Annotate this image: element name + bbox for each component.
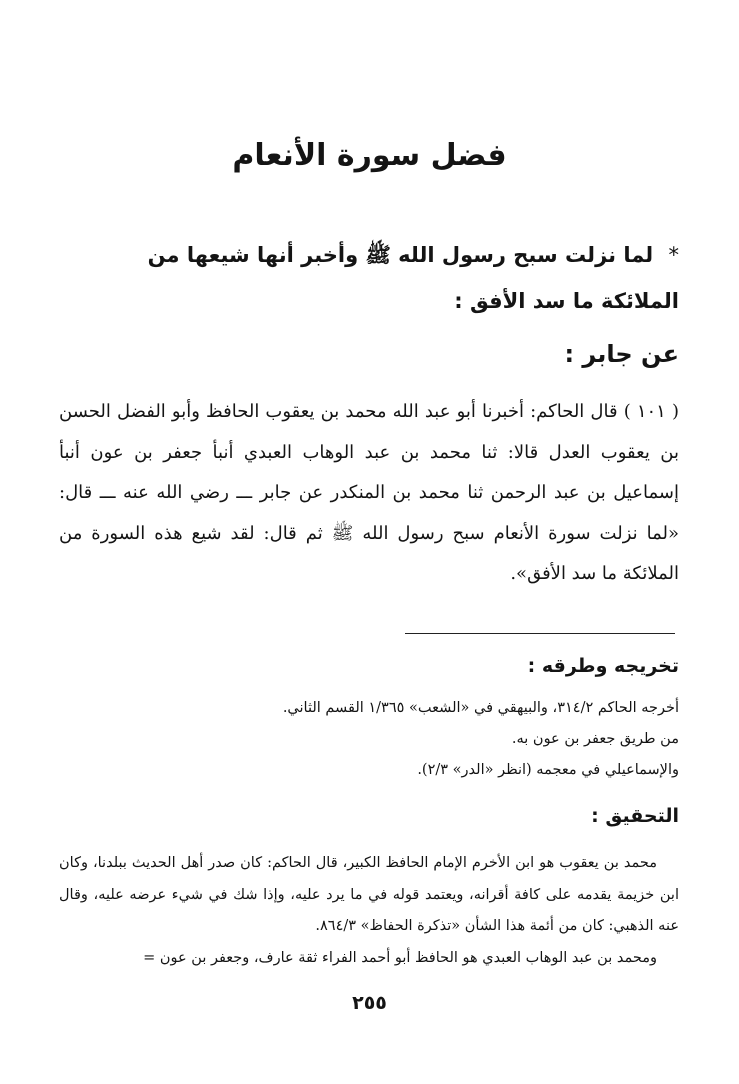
tahqiq-title: التحقيق :: [591, 805, 679, 827]
section-heading: [74, 232, 679, 324]
star-marker: *: [668, 243, 679, 267]
takhrij-title: تخريجه وطرقه :: [527, 655, 679, 677]
tahqiq-paragraph-1: محمد بن يعقوب هو ابن الأخرم الإمام الحافظ الكبير، قال الحاكم: كان صدر أهل الحديث ببلدنا، وكان ابن خزيمة يقدمه على كافة أقرانه، ويعتمد قوله في ما يرد عليه، وإذا شك في شيء عرضه عليه، وقال عنه الذهبي: كان من أئمة هذا الشأن «تذكرة الحفاظ» ٨٦٤/٣.: [59, 855, 679, 934]
takhrij-line-1: أخرجه الحاكم ٣١٤/٢، والبيهقي في «الشعب» ١/٣٦٥ القسم الثاني.: [282, 700, 679, 716]
tahqiq-body: [59, 848, 679, 974]
page-title: فضل سورة الأنعام: [232, 138, 507, 173]
footnote-divider: [405, 633, 675, 634]
tahqiq-paragraph-2: ومحمد بن عبد الوهاب العبدي هو الحافظ أبو أحمد الفراء ثقة عارف، وجعفر بن عون =: [143, 949, 657, 966]
section-heading-text: لما نزلت سبح رسول الله ﷺ وأخبر أنها شيعها من الملائكة ما سد الأفق :: [147, 243, 679, 313]
narrator-heading: عن جابر :: [564, 340, 679, 368]
hadith-text: ( ١٠١ ) قال الحاكم: أخبرنا أبو عبد الله محمد بن يعقوب الحافظ وأبو الفضل الحسن بن يعقوب العدل قالا: ثنا محمد بن عبد الوهاب العبدي أنبأ جعفر بن عون أنبأ إسماعيل بن عبد الرحمن ثنا محمد بن المنكدر عن جابر ـــ رضي الله عنه ـــ قال: «لما نزلت سورة الأنعام سبح رسول الله ﷺ ثم قال: لقد شيع هذه السورة من الملائكة ما سد الأفق».: [59, 401, 679, 584]
takhrij-line-2: من طريق جعفر بن عون به.: [511, 731, 679, 747]
takhrij-line-3: والإسماعيلي في معجمه (انظر «الدر» ٢/٣).: [417, 762, 679, 778]
page-number: ٢٥٥: [352, 992, 387, 1014]
